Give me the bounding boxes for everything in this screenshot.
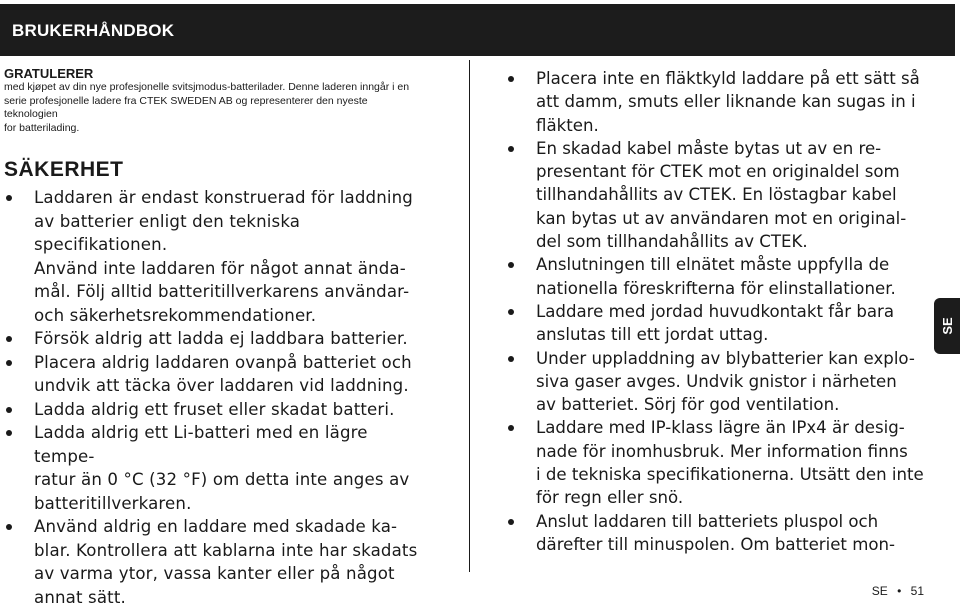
safety-list-item: [508, 253, 928, 300]
safety-list-item: [508, 347, 928, 417]
safety-item-line: Ladda aldrig ett Li-batteri med en lägre tempe-: [34, 421, 431, 468]
safety-item-line: av batterier enligt den tekniska specifikationen.: [34, 210, 431, 257]
intro-line: serie profesjonelle ladere fra CTEK SWEDEN AB og representerer den nyeste teknologien: [4, 95, 424, 122]
safety-list-item: [508, 67, 928, 137]
safety-list-right: [508, 67, 928, 556]
bullet-icon: [508, 309, 514, 315]
bullet-icon: [508, 262, 514, 268]
bullet-icon: [508, 146, 514, 152]
safety-item-line: Laddare med IP-klass lägre än IPx4 är desig-: [536, 416, 928, 439]
header-bar: [0, 4, 955, 56]
safety-item-line: för regn eller snö.: [536, 486, 928, 509]
bullet-icon: [6, 524, 12, 530]
safety-item-line: fläkten.: [536, 114, 928, 137]
column-divider: [469, 60, 470, 572]
safety-item-line: siva gaser avges. Undvik gnistor i närheten: [536, 370, 928, 393]
safety-list-item: [508, 300, 928, 347]
safety-item-line: och säkerhetsrekommendationer.: [34, 304, 431, 328]
safety-item-line: Försök aldrig att ladda ej laddbara batterier.: [34, 327, 431, 351]
bullet-icon: [6, 407, 12, 413]
safety-item-line: batteritillverkaren.: [34, 492, 431, 516]
safety-item-line: Placera inte en fläktkyld laddare på ett sätt så: [536, 67, 928, 90]
safety-item-line: anslutas till ett jordat uttag.: [536, 323, 928, 346]
safety-list-item: [508, 137, 928, 253]
safety-list-left: [6, 186, 431, 609]
intro-section: [4, 66, 424, 135]
bullet-icon: [508, 425, 514, 431]
language-tab: [934, 298, 960, 354]
bullet-icon: [6, 195, 12, 201]
bullet-icon: [6, 360, 12, 366]
safety-list-item: [6, 421, 431, 515]
safety-item-line: blar. Kontrollera att kablarna inte har skadats: [34, 539, 431, 563]
intro-line: for batterilading.: [4, 122, 424, 136]
safety-list-item: [6, 327, 431, 351]
safety-item-line: Anslutningen till elnätet måste uppfylla de: [536, 253, 928, 276]
safety-list-item: [6, 351, 431, 398]
bullet-icon: [508, 356, 514, 362]
bullet-icon: [6, 336, 12, 342]
safety-item-line: En skadad kabel måste bytas ut av en re-: [536, 137, 928, 160]
footer-separator: •: [897, 584, 901, 598]
safety-list-item: [6, 186, 431, 327]
footer-language: SE: [872, 584, 888, 598]
intro-heading: GRATULERER: [4, 66, 424, 81]
safety-item-line: i de tekniska specifikationerna. Utsätt den inte: [536, 463, 928, 486]
safety-item-line: av varma ytor, vassa kanter eller på något: [34, 562, 431, 586]
safety-item-line: undvik att täcka över laddaren vid laddning.: [34, 374, 431, 398]
bullet-icon: [6, 430, 12, 436]
safety-item-line: del som tillhandahållits av CTEK.: [536, 230, 928, 253]
safety-item-line: tillhandahållits av CTEK. En löstagbar kabel: [536, 183, 928, 206]
intro-text: [4, 81, 424, 135]
safety-item-line: nationella föreskrifterna för elinstallationer.: [536, 277, 928, 300]
safety-item-line: Placera aldrig laddaren ovanpå batteriet och: [34, 351, 431, 375]
safety-item-line: Laddare med jordad huvudkontakt får bara: [536, 300, 928, 323]
page-footer: [872, 584, 924, 598]
page-number: 51: [911, 584, 924, 598]
safety-list-item: [6, 398, 431, 422]
safety-item-line: Laddaren är endast konstruerad för laddning: [34, 186, 431, 210]
safety-list-item: [508, 416, 928, 509]
safety-list-item: [508, 510, 928, 557]
safety-item-line: Ladda aldrig ett fruset eller skadat batteri.: [34, 398, 431, 422]
safety-item-line: presentant för CTEK mot en originaldel som: [536, 160, 928, 183]
intro-line: med kjøpet av din nye profesjonelle svitsjmodus-batterilader. Denne laderen inngår i en: [4, 81, 424, 95]
safety-item-line: Använd aldrig en laddare med skadade ka-: [34, 515, 431, 539]
safety-item-line: Under uppladdning av blybatterier kan explo-: [536, 347, 928, 370]
bullet-icon: [508, 76, 514, 82]
safety-item-line: ratur än 0 °C (32 °F) om detta inte anges av: [34, 468, 431, 492]
safety-item-line: kan bytas ut av användaren mot en original-: [536, 207, 928, 230]
safety-item-line: att damm, smuts eller liknande kan sugas in i: [536, 90, 928, 113]
safety-item-line: mål. Följ alltid batteritillverkarens användar-: [34, 280, 431, 304]
safety-item-line: Använd inte laddaren för något annat ända-: [34, 257, 431, 281]
page-title: BRUKERHÅNDBOK: [12, 21, 174, 41]
safety-item-line: nade för inomhusbruk. Mer information finns: [536, 440, 928, 463]
bullet-icon: [508, 519, 514, 525]
safety-item-line: av batteriet. Sörj för god ventilation.: [536, 393, 928, 416]
safety-item-line: Anslut laddaren till batteriets pluspol och: [536, 510, 928, 533]
language-tab-label: SE: [919, 313, 960, 339]
safety-item-line: annat sätt.: [34, 586, 431, 609]
safety-item-line: därefter till minuspolen. Om batteriet mon-: [536, 533, 928, 556]
safety-heading: SÄKERHET: [4, 158, 124, 182]
safety-list-item: [6, 515, 431, 609]
